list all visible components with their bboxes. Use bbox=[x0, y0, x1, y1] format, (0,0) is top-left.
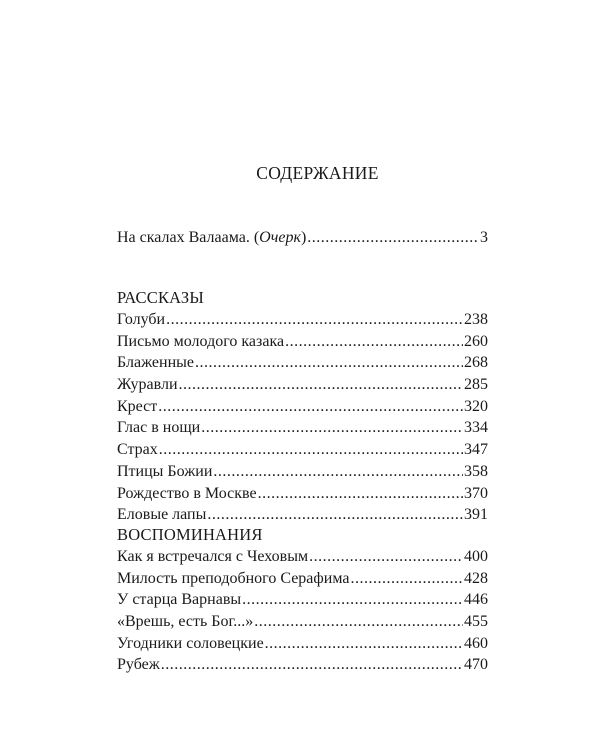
entry-page-number: 391 bbox=[464, 506, 488, 524]
section-heading-stories: РАССКАЗЫ bbox=[117, 288, 204, 307]
dot-leader bbox=[242, 589, 463, 611]
toc-entry bbox=[117, 396, 488, 418]
entry-title: Глас в нощи bbox=[117, 419, 201, 437]
entry-page-number: 428 bbox=[464, 569, 488, 587]
toc-entry bbox=[117, 227, 488, 249]
entry-title: Милость преподобного Серафима bbox=[117, 569, 350, 587]
section-heading-memoirs: ВОСПОМИНАНИЯ bbox=[117, 525, 263, 544]
entry-page-number: 455 bbox=[464, 613, 488, 631]
entry-page-number: 400 bbox=[464, 548, 488, 565]
entry-title: Страх bbox=[117, 441, 158, 459]
toc-memoirs-section bbox=[117, 524, 488, 676]
entry-title-prefix: На скалах Валаама. ( bbox=[117, 229, 260, 246]
entry-title: Блаженные bbox=[117, 354, 194, 372]
dot-leader bbox=[201, 417, 463, 439]
toc-entry bbox=[117, 352, 488, 374]
entry-title-suffix: ) bbox=[300, 229, 307, 246]
toc-entry bbox=[117, 417, 488, 439]
dot-leader bbox=[307, 227, 479, 249]
dot-leader bbox=[254, 611, 463, 633]
dot-leader bbox=[207, 504, 463, 526]
dot-leader bbox=[159, 439, 463, 461]
entry-title: Голуби bbox=[117, 311, 166, 328]
entry-title: Как я встречался с Чеховым bbox=[117, 548, 309, 565]
entry-title: Журавли bbox=[117, 376, 178, 394]
entry-page-number: 268 bbox=[464, 354, 488, 372]
entry-title bbox=[117, 227, 306, 249]
entry-title: «Врешь, есть Бог...» bbox=[117, 613, 254, 631]
entry-page-number: 260 bbox=[464, 332, 488, 350]
toc-entry bbox=[117, 309, 488, 331]
entry-page-number: 470 bbox=[464, 656, 488, 674]
entry-title: Птицы Божии bbox=[117, 462, 213, 480]
dot-leader bbox=[166, 309, 463, 331]
toc-entry bbox=[117, 611, 488, 633]
entry-page-number: 358 bbox=[464, 462, 488, 480]
entry-title: Крест bbox=[117, 397, 158, 415]
dot-leader bbox=[158, 396, 463, 418]
toc-entry bbox=[117, 654, 488, 676]
toc-stories-section bbox=[117, 287, 488, 526]
dot-leader bbox=[258, 483, 463, 505]
entry-page-number: 285 bbox=[464, 376, 488, 394]
dot-leader bbox=[350, 568, 463, 590]
dot-leader bbox=[179, 374, 463, 396]
entry-page-number: 347 bbox=[464, 441, 488, 459]
entry-title: Рубеж bbox=[117, 656, 160, 674]
dot-leader bbox=[195, 352, 463, 374]
entry-title: Еловые лапы bbox=[117, 506, 207, 524]
toc-entry bbox=[117, 461, 488, 483]
toc-entry bbox=[117, 439, 488, 461]
page-title: СОДЕРЖАНИЕ bbox=[256, 163, 379, 183]
entry-page-number: 320 bbox=[464, 397, 488, 415]
dot-leader bbox=[213, 461, 463, 483]
toc-intro-section bbox=[117, 227, 488, 249]
toc-entry bbox=[117, 374, 488, 396]
entry-page-number: 460 bbox=[464, 634, 488, 652]
entry-page-number: 370 bbox=[464, 484, 488, 502]
entry-title: Письмо молодого казака bbox=[117, 332, 285, 350]
toc-entry bbox=[117, 589, 488, 611]
entry-title: Угодники соловецкие bbox=[117, 634, 264, 652]
toc-entry bbox=[117, 633, 488, 655]
dot-leader bbox=[265, 633, 463, 655]
entry-page-number: 446 bbox=[464, 591, 488, 609]
toc-entry bbox=[117, 331, 488, 353]
toc-entry bbox=[117, 568, 488, 590]
entry-page-number: 3 bbox=[480, 229, 488, 246]
entry-page-number: 238 bbox=[464, 311, 488, 328]
entry-page-number: 334 bbox=[464, 419, 488, 437]
dot-leader bbox=[285, 331, 463, 353]
entry-title: У старца Варнавы bbox=[117, 591, 242, 609]
toc-entry bbox=[117, 546, 488, 568]
entry-title-italic: Очерк bbox=[259, 229, 301, 246]
toc-entry bbox=[117, 504, 488, 526]
dot-leader bbox=[161, 654, 463, 676]
dot-leader bbox=[309, 546, 463, 568]
entry-title: Рождество в Москве bbox=[117, 484, 257, 502]
toc-entry bbox=[117, 483, 488, 505]
